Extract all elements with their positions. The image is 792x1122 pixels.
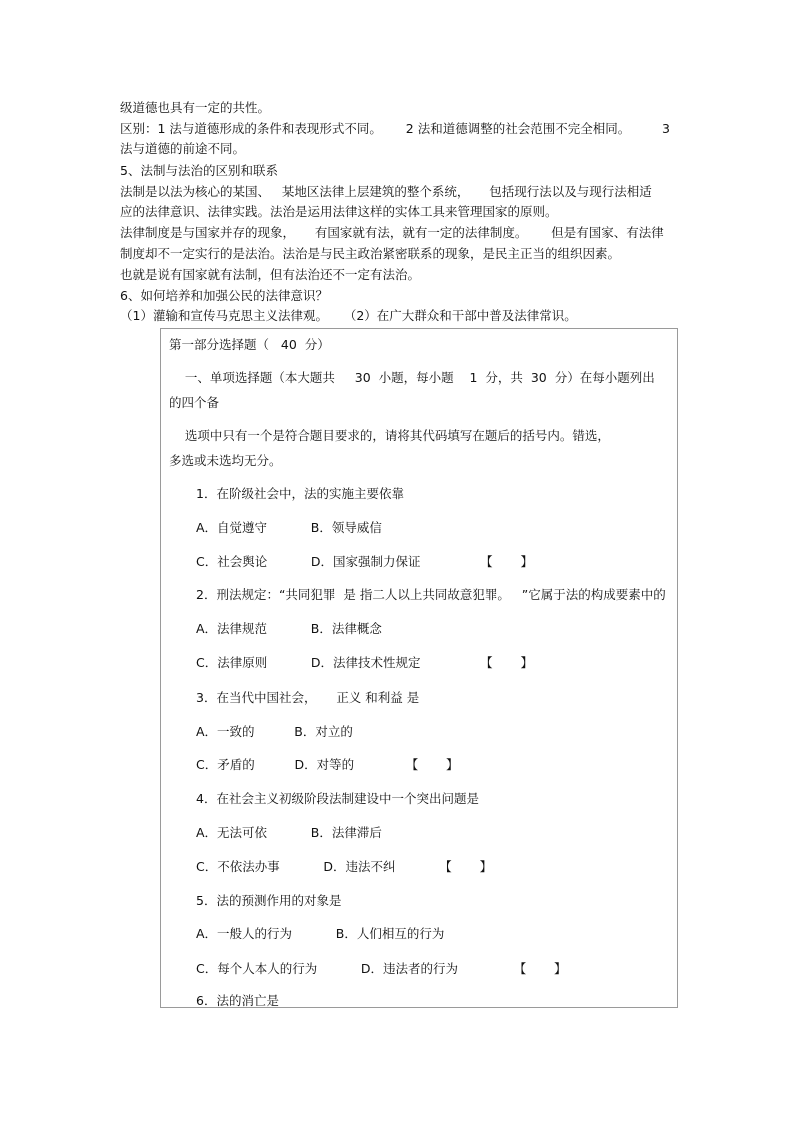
text-line: 应的法律意识、法律实践。法治是运用法律这样的实体工具来管理国家的原则。 bbox=[120, 204, 558, 219]
instruction-line: 一、单项选择题（本大题共 30 小题，每小题 1 分，共 30 分）在每小题列出 bbox=[169, 370, 655, 385]
exam-box bbox=[160, 328, 678, 1008]
text-line: 级道德也具有一定的共性。 bbox=[120, 100, 271, 115]
options-row: A．自觉遵守 B．领导威信 bbox=[196, 520, 382, 535]
question-5: 5．法的预测作用的对象是 bbox=[196, 893, 342, 908]
text-line: 法与道德的前途不同。 bbox=[120, 141, 246, 156]
options-row: C．社会舆论 D．国家强制力保证 【 】 bbox=[196, 554, 533, 569]
options-row: C．每个人本人的行为 D．违法者的行为 【 】 bbox=[196, 961, 567, 976]
section-heading: 6、如何培养和加强公民的法律意识？ bbox=[120, 288, 328, 303]
options-row: C．不依法办事 D．违法不纠 【 】 bbox=[196, 859, 493, 874]
options-row: A．一致的 B．对立的 bbox=[196, 724, 353, 739]
question-3: 3．在当代中国社会， 正义 和利益 是 bbox=[196, 690, 420, 705]
options-row: C．法律原则 D．法律技术性规定 【 】 bbox=[196, 655, 533, 670]
text-line: 也就是说有国家就有法制，但有法治还不一定有法治。 bbox=[120, 267, 421, 282]
text-line: 区别：1 法与道德形成的条件和表现形式不同。 2 法和道德调整的社会范围不完全相同。 3 bbox=[120, 121, 670, 136]
question-2: 2．刑法规定：“共同犯罪 是 指二人以上共同故意犯罪。 ”它属于法的构成要素中的 bbox=[196, 587, 666, 602]
section-heading: 5、法制与法治的区别和联系 bbox=[120, 163, 278, 178]
text-line: 法律制度是与国家并存的现象， 有国家就有法，就有一定的法律制度。 但是有国家、有法律 bbox=[120, 225, 664, 240]
question-4: 4．在社会主义初级阶段法制建设中一个突出问题是 bbox=[196, 791, 479, 806]
question-6: 6．法的消亡是 bbox=[196, 993, 279, 1008]
instruction-line: 选项中只有一个是符合题目要求的，请将其代码填写在题后的括号内。错选， bbox=[169, 428, 610, 443]
options-row: A．一般人的行为 B．人们相互的行为 bbox=[196, 926, 445, 941]
text-line: 制度却不一定实行的是法治。法治是与民主政治紧密联系的现象，是民主正当的组织因素。 bbox=[120, 246, 621, 261]
options-row: C．矛盾的 D．对等的 【 】 bbox=[196, 757, 459, 772]
text-line: （1）灌输和宣传马克思主义法律观。 （2）在广大群众和干部中普及法律常识。 bbox=[120, 308, 577, 323]
options-row: A．法律规范 B．法律概念 bbox=[196, 621, 382, 636]
question-1: 1．在阶级社会中，法的实施主要依靠 bbox=[196, 486, 404, 501]
options-row: A．无法可依 B．法律滞后 bbox=[196, 825, 382, 840]
text-line: 法制是以法为核心的某国、 某地区法律上层建筑的整个系统， 包括现行法以及与现行法相适 bbox=[120, 184, 652, 199]
instruction-line: 的四个备 bbox=[169, 395, 220, 410]
part-title: 第一部分选择题（ 40 分） bbox=[169, 337, 330, 352]
instruction-line: 多选或未选均无分。 bbox=[169, 453, 282, 468]
